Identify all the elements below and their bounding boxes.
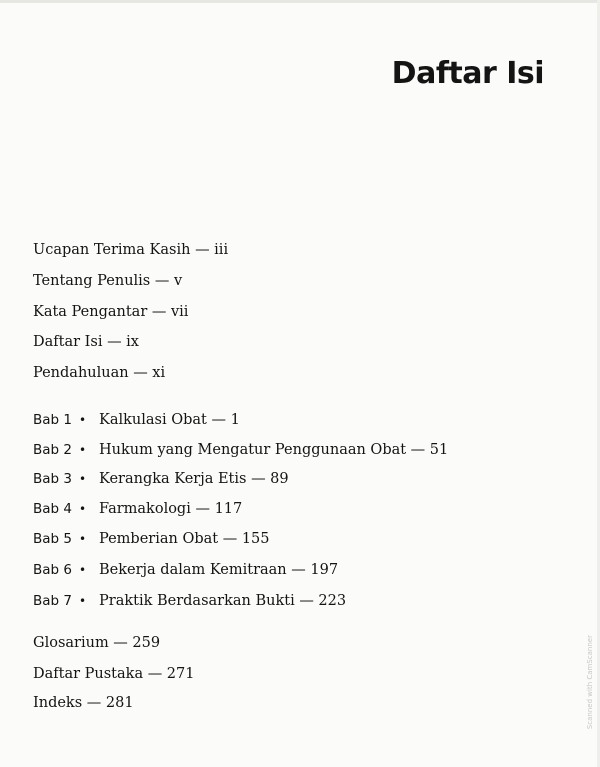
page-title: Daftar Isi	[391, 56, 544, 91]
chapter-label: Bab 5	[33, 531, 72, 547]
toc-entry-acknowledgements: Ucapan Terima Kasih — iii	[33, 242, 229, 258]
toc-entry-foreword: Kata Pengantar — vii	[33, 304, 189, 320]
chapter-label: Bab 7	[33, 593, 72, 609]
bullet-icon: •	[79, 413, 87, 427]
toc-entry-index: Indeks — 281	[33, 695, 134, 711]
scanner-watermark: Scanned with CamScanner	[586, 634, 594, 729]
chapter-title: Hukum yang Mengatur Penggunaan Obat — 51	[99, 442, 449, 458]
chapter-title: Pemberian Obat — 155	[99, 531, 270, 547]
toc-chapter-5	[33, 530, 270, 548]
bullet-icon: •	[79, 472, 87, 486]
toc-entry-about-author: Tentang Penulis — v	[33, 273, 183, 289]
toc-chapter-1	[33, 411, 240, 429]
bullet-icon: •	[79, 502, 87, 516]
bullet-icon: •	[79, 563, 87, 577]
bullet-icon: •	[79, 532, 87, 546]
bullet-icon: •	[79, 443, 87, 457]
scan-top-edge	[0, 0, 600, 3]
chapter-title: Praktik Berdasarkan Bukti — 223	[99, 593, 347, 609]
toc-chapter-2	[33, 441, 448, 459]
chapter-label: Bab 6	[33, 562, 72, 578]
chapter-label: Bab 4	[33, 501, 72, 517]
toc-chapter-4	[33, 500, 242, 518]
chapter-title: Kalkulasi Obat — 1	[99, 412, 240, 428]
chapter-label: Bab 3	[33, 471, 72, 487]
chapter-title: Kerangka Kerja Etis — 89	[99, 471, 289, 487]
chapter-label: Bab 1	[33, 412, 72, 428]
toc-chapter-6	[33, 561, 338, 579]
toc-chapter-7	[33, 592, 346, 610]
toc-entry-glossary: Glosarium — 259	[33, 635, 161, 651]
toc-entry-introduction: Pendahuluan — xi	[33, 365, 166, 381]
chapter-title: Bekerja dalam Kemitraan — 197	[99, 562, 339, 578]
toc-entry-contents: Daftar Isi — ix	[33, 334, 139, 350]
toc-entry-bibliography: Daftar Pustaka — 271	[33, 666, 195, 682]
chapter-label: Bab 2	[33, 442, 72, 458]
toc-chapter-3	[33, 470, 289, 488]
bullet-icon: •	[79, 594, 87, 608]
chapter-title: Farmakologi — 117	[99, 501, 243, 517]
